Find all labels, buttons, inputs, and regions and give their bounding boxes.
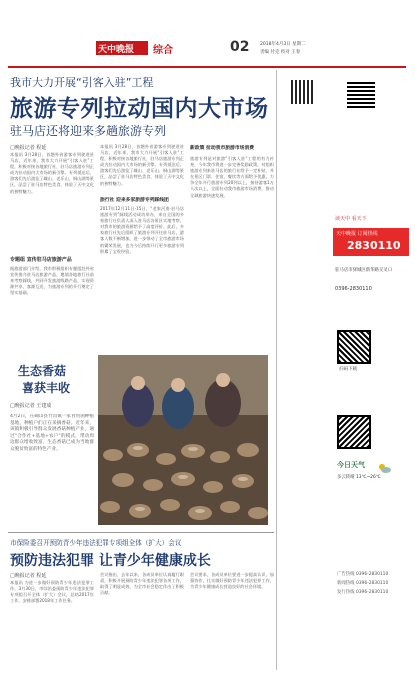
lead-col3-subhead: 新政策 拉动我市旅游市场消费 (190, 146, 255, 151)
lead-col1-text2: 据旅游部门介绍，我市积极组织专题组赴外省宣传推介驻马店旅游产品，邀请各地旅行社前来考察踩线，共同开发旅游线路产品，实现资源共享、客源互送，为旅游专列的开行奠定了坚实基础。 (10, 266, 94, 296)
masthead (8, 33, 408, 63)
paper-name: 天中晚报 (98, 45, 135, 55)
lead-headline: 旅游专列拉动国内大市场 (10, 96, 269, 122)
lead-kicker: 我市大力开展“引客入驻”工程 (10, 76, 154, 89)
contact-line-3: 发行热线 0396-2830110 (337, 590, 389, 595)
lead-col1-subhead: 专题组 宣传驻马店旅游产品 (10, 257, 72, 263)
lead-col2-text-top (100, 144, 184, 192)
qr-code-top-2 (347, 80, 375, 108)
lead-col2-subhead: 旅行社 迎来多家旅游专列踩线团 (100, 198, 169, 203)
sidebar-phone: 0396-2830110 (335, 286, 372, 292)
bottom-col3-text: 会议要求，各成员单位要进一步提高认识，加强协作，扎实做好预防青少年违法犯罪工作，为青少年健康成长营造良好的社会环境。 (190, 572, 274, 590)
sidebar (276, 70, 409, 670)
sidebar-contacts (337, 570, 407, 597)
feature-byline: □晚报记者 王建成 (10, 403, 52, 409)
lead-byline: □晚报记者 程延 (10, 145, 47, 151)
ad-number: 2830110 (347, 239, 401, 252)
cloud-sun-icon (377, 463, 391, 473)
nav-note: 读天中 看天下 (335, 216, 367, 222)
feature-headline: 喜获丰收 (22, 381, 71, 395)
mushroom-photo-svg (98, 355, 268, 525)
feature-kicker: 生态香菇 (18, 364, 67, 378)
qr-code-low (337, 415, 371, 449)
bottom-headline: 预防违法犯罪 让青少年健康成长 (10, 553, 211, 569)
section-label: 综合 (153, 45, 173, 56)
feature-text: 4月2日，在确山县竹沟镇一家食用菌种植基地，种植户们正在采摘香菇。近年来，该镇积极引导群众发展香菇种植产业，通过“合作社+基地+农户”的模式，带动周边群众增收致富，生态香菇已成为当地群众脱贫致富的特色产业。 (10, 414, 94, 452)
weather-detail: 多云转晴 13℃~26℃ (337, 475, 381, 480)
contact-line-1: 广告热线 0396-2830110 (337, 572, 389, 577)
qr-code-mid (337, 330, 371, 364)
weather-icon (377, 458, 391, 468)
lead-subhead: 驻马店还将迎来多趟旅游专列 (10, 124, 167, 138)
page-number: 02 (230, 39, 250, 55)
bottom-col1-text: 本报讯 为进一步做好预防青少年违法犯罪工作，3月30日，市综治委预防青少年违法犯罪专项组召开全体（扩大）会议，总结2017年工作，安排部署2018年工作任务。 (10, 580, 94, 604)
date-line: 2018年4月3日 星期二 (260, 42, 306, 47)
lead-col2-text: 2017年12月11日-15日，“老家河南·驻马店旅游专列”踩线活动成功举办，来自全国的多家旅行社负责人深入驻马店各景区实地考察，对我市的旅游资源给予了高度评价。此后，多家旅行社先后组织了旅游专列开往驻马店，游客人数不断增加，进一步带动了全市旅游市场的繁荣发展，也为今后持续开行更多旅游专列积累了宝贵经验。 (100, 206, 184, 254)
lead-col2-text-top-copy: 本报讯 3月28日，首趟外省游客专列驶进驻马店，近年来，我市大力开展“引客入驻”工程，积极对接各地旅行社，驻马店旅游专列正成为拉动国内大市场的新引擎。专列抵达后，游客们先后游览了嵘山、老乐山、铜山湖等景区，品尝了驻马店特色美食，体验了天中文化的独特魅力。 (100, 144, 184, 186)
ad-banner-text: 天中晚报 订阅热线 (336, 231, 378, 237)
lead-col1-text: 本报讯 3月28日，首趟外省游客专列驶进驻马店，近年来，我市大力开展“引客入驻”工程，积极对接各地旅行社，驻马店旅游专列正成为拉动国内大市场的新引擎。专列抵达后，游客们先后游览了嵘山、老乐山、铜山湖等景区，品尝了驻马店特色美食，体验了天中文化的独特魅力。 (10, 152, 94, 194)
lead-col3-text: 旅游专列是对旅游“引客入驻”工程的有力补充，今年我市将进一步完善奖励政策，对组织旅游专列来驻马店的旅行社给予一定补贴，并在景区门票、住宿、餐饮等方面给予优惠，力争全年开行旅游专列20列以上，接待游客1万人次以上，全面拉动我市旅游市场消费，推动全域旅游快速发展。 (190, 156, 274, 198)
masthead-rule (8, 66, 406, 68)
paper-name-block (96, 41, 148, 55)
sidebar-address: 驻马店市驿城区新华路交叉口 (335, 268, 393, 273)
feature-photo (98, 355, 268, 525)
qr-caption: 扫码下载 (339, 367, 357, 372)
bottom-rule (8, 532, 274, 533)
editor-line: 责编 付克 校对 王春 (260, 50, 301, 55)
bottom-byline: □晚报记者 程延 (10, 573, 47, 579)
subscription-ad[interactable] (333, 228, 409, 256)
bottom-kicker: 市保险委召开预防青少年违法犯罪专项组全体（扩大）会议 (10, 539, 182, 547)
qr-code-top (291, 80, 315, 104)
contact-line-2: 新闻热线 0396-2830110 (337, 581, 389, 586)
bottom-col2-text: 会议指出，去年以来，各成员单位认真履行职责，积极开展预防青少年违法犯罪各项工作，取得了明显成效，为全市社会稳定作出了积极贡献。 (100, 572, 184, 596)
weather-title: 今日天气 (337, 461, 365, 469)
